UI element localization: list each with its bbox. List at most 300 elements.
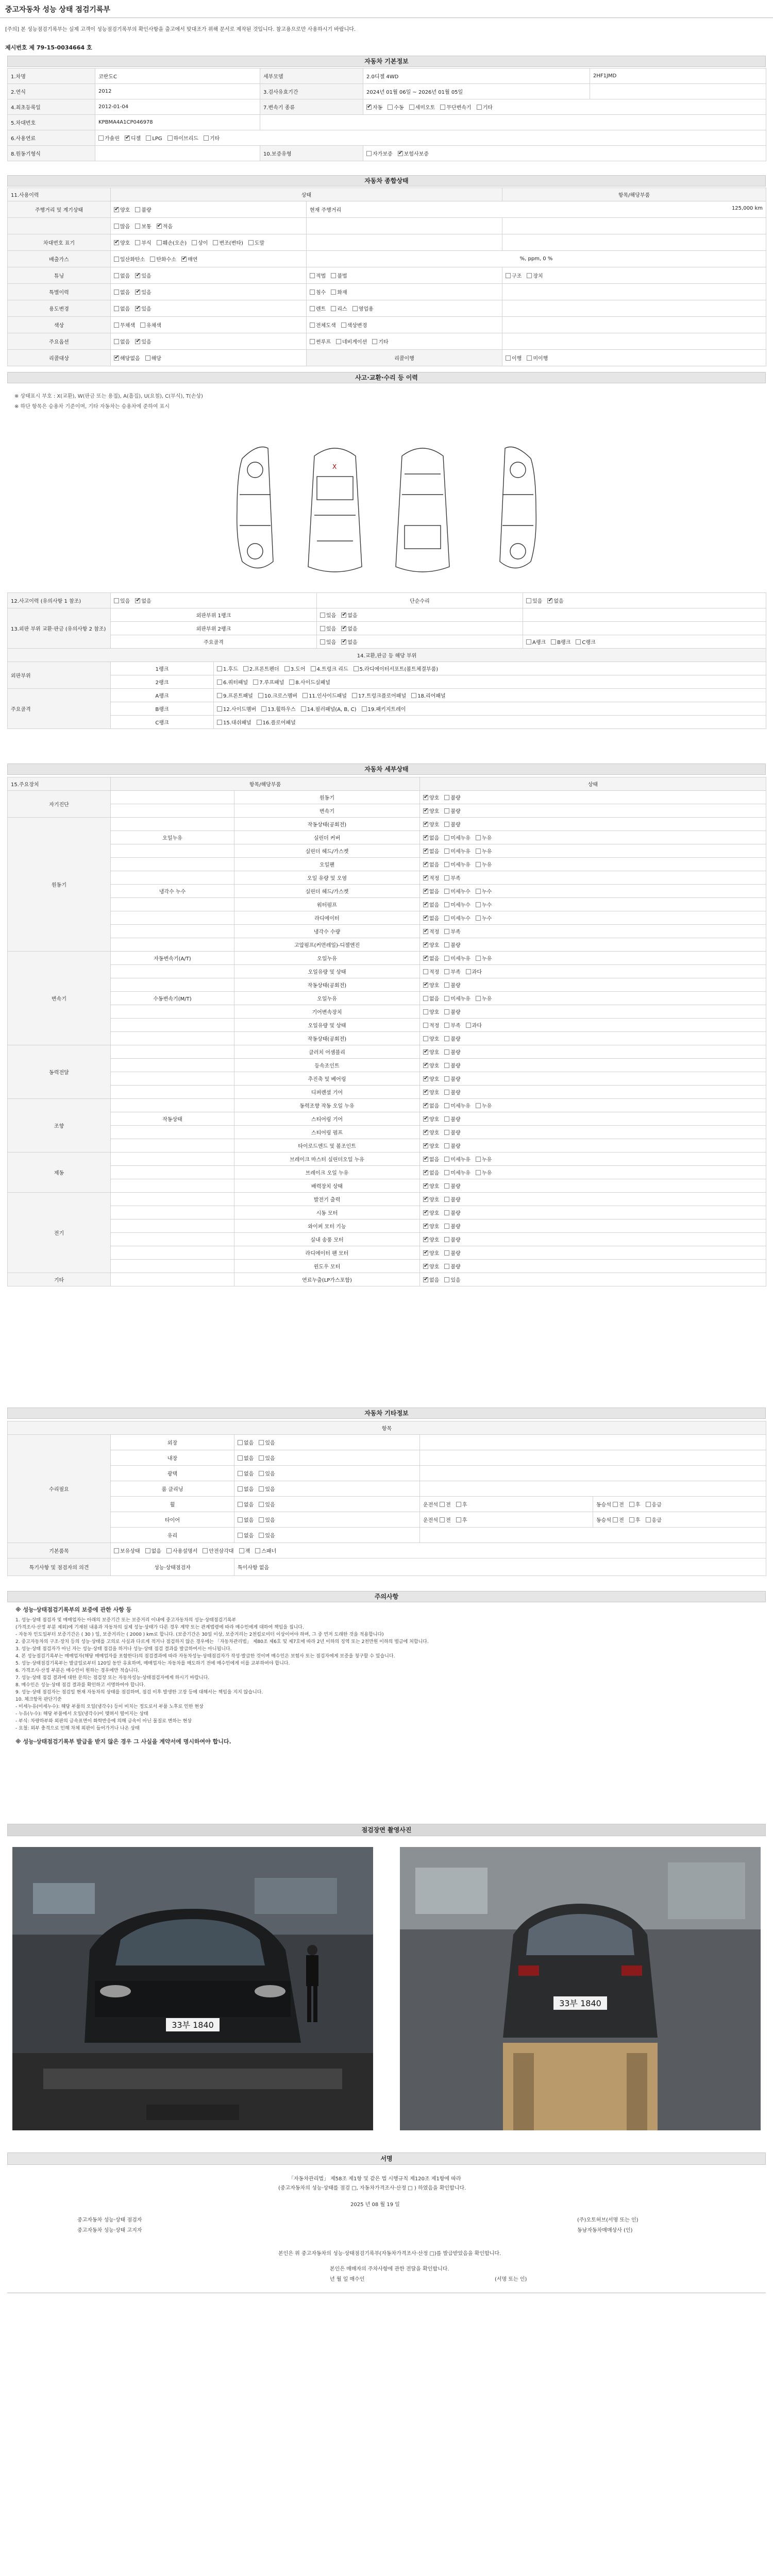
option-checkbox[interactable] — [423, 943, 439, 948]
option-label: 없음 — [429, 1171, 440, 1176]
checkbox-icon — [456, 1517, 461, 1522]
option-checkbox[interactable] — [423, 1130, 439, 1136]
option-checkbox[interactable] — [444, 970, 460, 975]
option-checkbox[interactable] — [423, 1278, 439, 1283]
checkbox-icon — [444, 1036, 449, 1041]
option-checkbox[interactable] — [444, 1211, 460, 1216]
other-item: 외장 — [111, 1435, 234, 1450]
general-options-3 — [502, 317, 766, 333]
option-checkbox[interactable] — [444, 876, 460, 882]
option-checkbox[interactable] — [114, 257, 145, 263]
option-checkbox[interactable] — [289, 680, 330, 686]
option-label: 불량 — [450, 983, 461, 989]
option-label: 영업용 — [358, 307, 374, 312]
option-checkbox[interactable] — [388, 105, 404, 111]
option-checkbox[interactable] — [167, 136, 198, 142]
option-checkbox[interactable] — [320, 613, 336, 619]
option-checkbox[interactable] — [506, 356, 522, 362]
general-options — [111, 251, 307, 267]
option-checkbox[interactable] — [411, 693, 446, 699]
general-options-2 — [307, 284, 502, 300]
option-checkbox[interactable] — [204, 136, 220, 142]
detail-status — [420, 1139, 766, 1153]
option-checkbox[interactable] — [140, 323, 161, 329]
option-checkbox[interactable] — [203, 1549, 233, 1554]
option-checkbox[interactable] — [423, 1251, 439, 1257]
emission-value: %, ppm, 0 % — [307, 251, 766, 267]
option-checkbox[interactable] — [444, 836, 470, 841]
checkbox-icon — [341, 613, 346, 618]
option-checkbox[interactable] — [423, 1010, 439, 1015]
option-checkbox[interactable] — [506, 274, 522, 279]
option-checkbox[interactable] — [613, 1502, 624, 1508]
option-checkbox[interactable] — [551, 640, 570, 646]
option-checkbox[interactable] — [341, 323, 367, 329]
option-checkbox[interactable] — [114, 290, 130, 296]
option-checkbox[interactable] — [257, 720, 296, 726]
option-checkbox[interactable] — [398, 151, 429, 157]
checkbox-icon — [444, 982, 449, 988]
option-checkbox[interactable] — [444, 1050, 460, 1056]
option-label: 불량 — [450, 1144, 461, 1149]
checkbox-icon — [238, 1517, 243, 1522]
main-frame-label: 주요골격 — [8, 689, 111, 729]
option-checkbox[interactable] — [423, 1197, 439, 1203]
option-checkbox[interactable] — [423, 795, 439, 801]
general-label — [8, 218, 111, 234]
general-options — [111, 317, 307, 333]
detail-row — [8, 1179, 766, 1193]
option-checkbox[interactable] — [114, 208, 130, 213]
option-checkbox[interactable] — [646, 1518, 662, 1523]
option-checkbox[interactable] — [444, 1157, 470, 1163]
option-checkbox[interactable] — [423, 822, 439, 828]
detail-row — [8, 1019, 766, 1032]
option-checkbox[interactable] — [444, 983, 460, 989]
option-checkbox[interactable] — [192, 241, 208, 246]
outer-rank-label: 외판부위 2랭크 — [111, 622, 317, 635]
option-checkbox[interactable] — [423, 1077, 439, 1082]
option-checkbox[interactable] — [135, 290, 151, 296]
option-checkbox[interactable] — [320, 626, 336, 632]
option-checkbox[interactable] — [423, 1157, 439, 1163]
option-checkbox[interactable] — [310, 340, 331, 345]
option-checkbox[interactable] — [527, 356, 548, 362]
option-checkbox[interactable] — [444, 996, 470, 1002]
option-label: 3.도어 — [290, 667, 306, 672]
option-checkbox[interactable] — [320, 640, 336, 646]
option-checkbox[interactable] — [444, 929, 460, 935]
option-checkbox[interactable] — [217, 667, 238, 672]
option-checkbox[interactable] — [423, 916, 439, 922]
option-label: 미이행 — [533, 356, 548, 362]
option-checkbox[interactable] — [613, 1518, 624, 1523]
option-checkbox[interactable] — [303, 693, 347, 699]
option-checkbox[interactable] — [352, 693, 406, 699]
option-checkbox[interactable] — [217, 707, 256, 713]
option-checkbox[interactable] — [145, 356, 161, 362]
option-checkbox[interactable] — [444, 1171, 470, 1176]
option-checkbox[interactable] — [301, 707, 357, 713]
option-checkbox[interactable] — [476, 903, 492, 908]
option-checkbox[interactable] — [238, 1502, 254, 1508]
checkbox-icon — [261, 706, 266, 711]
outer-rank-options — [317, 635, 523, 649]
option-checkbox[interactable] — [476, 849, 492, 855]
detail-status — [420, 1193, 766, 1206]
option-checkbox[interactable] — [238, 1533, 254, 1539]
option-checkbox[interactable] — [646, 1502, 662, 1508]
option-checkbox[interactable] — [477, 105, 493, 111]
checkbox-icon — [444, 929, 449, 934]
option-checkbox[interactable] — [261, 707, 296, 713]
option-checkbox[interactable] — [444, 1023, 460, 1029]
option-checkbox[interactable] — [114, 1549, 140, 1554]
checkbox-icon — [114, 224, 119, 229]
basic-items-label: 기본품목 — [8, 1543, 111, 1558]
option-checkbox[interactable] — [238, 1487, 254, 1493]
option-checkbox[interactable] — [629, 1502, 641, 1508]
option-checkbox[interactable] — [114, 307, 130, 312]
checkbox-icon — [217, 720, 222, 725]
damage-row — [8, 593, 766, 608]
option-checkbox[interactable] — [444, 916, 470, 922]
option-checkbox[interactable] — [444, 1238, 460, 1243]
option-checkbox[interactable] — [440, 105, 471, 111]
option-checkbox[interactable] — [125, 136, 141, 142]
option-checkbox[interactable] — [466, 1023, 482, 1029]
option-checkbox[interactable] — [423, 862, 439, 868]
option-checkbox[interactable] — [150, 257, 176, 263]
option-checkbox[interactable] — [423, 1063, 439, 1069]
option-checkbox[interactable] — [423, 1037, 439, 1042]
option-checkbox[interactable] — [157, 224, 173, 230]
detail-item: 윈도우 모터 — [234, 1260, 420, 1273]
option-checkbox[interactable] — [114, 356, 140, 362]
option-checkbox[interactable] — [310, 307, 326, 312]
option-checkbox[interactable] — [341, 613, 357, 619]
option-label: 이행 — [512, 356, 522, 362]
option-label: 없음 — [347, 626, 358, 632]
option-checkbox[interactable] — [114, 340, 130, 345]
option-label: 리스 — [337, 307, 347, 312]
option-checkbox[interactable] — [98, 136, 120, 142]
option-checkbox[interactable] — [310, 290, 326, 296]
option-checkbox[interactable] — [444, 849, 470, 855]
option-checkbox[interactable] — [259, 1533, 275, 1539]
other-empty — [420, 1528, 766, 1543]
option-checkbox[interactable] — [444, 1104, 470, 1109]
opinion-row — [8, 1558, 766, 1576]
basic-label: 6.사용연료 — [8, 130, 95, 146]
option-label: 양호 — [429, 943, 440, 948]
option-checkbox[interactable] — [444, 795, 460, 801]
option-checkbox[interactable] — [423, 1104, 439, 1109]
option-checkbox[interactable] — [243, 667, 279, 672]
checkbox-icon — [238, 1502, 243, 1507]
option-checkbox[interactable] — [629, 1518, 641, 1523]
option-checkbox[interactable] — [423, 836, 439, 841]
option-checkbox[interactable] — [423, 1090, 439, 1096]
option-checkbox[interactable] — [423, 929, 439, 935]
option-checkbox[interactable] — [310, 323, 336, 329]
option-checkbox[interactable] — [444, 889, 470, 895]
option-checkbox[interactable] — [444, 862, 470, 868]
option-checkbox[interactable] — [423, 956, 439, 962]
option-label: 매연 — [187, 257, 198, 263]
general-label: 용도변경 — [8, 300, 111, 317]
notes-line: 3. 성능·상태 점검자가 아닌 자는 성능·상태 점검을 하거나 성능·상태 점검 결과를 발급하여서는 아니됩니다. — [15, 1647, 232, 1652]
option-checkbox[interactable] — [476, 862, 492, 868]
option-checkbox[interactable] — [181, 257, 197, 263]
checkbox-icon — [145, 1548, 150, 1553]
option-checkbox[interactable] — [444, 1224, 460, 1230]
checkbox-icon — [444, 1049, 449, 1055]
detail-row — [8, 1260, 766, 1273]
option-checkbox[interactable] — [135, 241, 151, 246]
option-checkbox[interactable] — [336, 340, 367, 345]
option-checkbox[interactable] — [547, 599, 563, 604]
option-checkbox[interactable] — [354, 667, 439, 672]
option-checkbox[interactable] — [444, 809, 460, 815]
option-checkbox[interactable] — [135, 274, 151, 279]
option-checkbox[interactable] — [423, 996, 439, 1002]
checkbox-icon — [423, 996, 428, 1001]
option-checkbox[interactable] — [157, 241, 187, 246]
option-label: 1.후드 — [223, 667, 238, 672]
option-checkbox[interactable] — [476, 956, 492, 962]
option-checkbox[interactable] — [444, 1264, 460, 1270]
option-checkbox[interactable] — [166, 1549, 197, 1554]
option-checkbox[interactable] — [423, 1171, 439, 1176]
option-checkbox[interactable] — [311, 667, 348, 672]
option-label: 없음 — [244, 1471, 254, 1477]
option-checkbox[interactable] — [366, 151, 393, 157]
outer-label: 13.외판 부위 교환·판금 (유의사항 2 참조) — [8, 608, 111, 649]
option-label: 침수 — [316, 290, 326, 296]
option-checkbox[interactable] — [440, 1502, 451, 1508]
option-checkbox[interactable] — [114, 323, 135, 329]
option-checkbox[interactable] — [476, 916, 492, 922]
option-checkbox[interactable] — [527, 274, 543, 279]
detail-status — [420, 1153, 766, 1166]
option-checkbox[interactable] — [423, 970, 439, 975]
option-label: 불량 — [450, 1197, 461, 1203]
option-checkbox[interactable] — [444, 1278, 460, 1283]
option-checkbox[interactable] — [526, 640, 546, 646]
option-label: 양호 — [429, 1144, 440, 1149]
option-checkbox[interactable] — [423, 1050, 439, 1056]
option-label: 불량 — [450, 1077, 461, 1082]
option-checkbox[interactable] — [238, 1518, 254, 1523]
notes-line: 8. 매수인은 성능·상태 점검 결과를 확인하고 서명하여야 합니다. — [15, 1683, 145, 1688]
page-title: 중고자동차 성능 상태 점검기록부 — [5, 6, 110, 14]
option-checkbox[interactable] — [331, 274, 347, 279]
option-checkbox[interactable] — [444, 1077, 460, 1082]
option-checkbox[interactable] — [444, 903, 470, 908]
option-checkbox[interactable] — [423, 889, 439, 895]
option-checkbox[interactable] — [423, 1211, 439, 1216]
checkbox-icon — [248, 240, 254, 245]
detail-row — [8, 1246, 766, 1260]
option-checkbox[interactable] — [217, 680, 248, 686]
option-checkbox[interactable] — [423, 1238, 439, 1243]
checkbox-icon — [456, 1502, 461, 1507]
option-checkbox[interactable] — [238, 1471, 254, 1477]
option-checkbox[interactable] — [444, 956, 470, 962]
option-label: 미세누유 — [450, 1104, 470, 1109]
option-checkbox[interactable] — [114, 599, 130, 604]
option-checkbox[interactable] — [213, 241, 243, 246]
detail-status — [420, 898, 766, 911]
option-label: 누유 — [481, 1157, 492, 1163]
option-checkbox[interactable] — [444, 1063, 460, 1069]
option-checkbox[interactable] — [444, 1130, 460, 1136]
option-label: 미세누유 — [450, 849, 470, 855]
option-checkbox[interactable] — [255, 1549, 276, 1554]
option-checkbox[interactable] — [423, 983, 439, 989]
checkbox-icon — [146, 135, 151, 141]
option-checkbox[interactable] — [145, 1549, 161, 1554]
option-label: 없음 — [244, 1518, 254, 1523]
option-checkbox[interactable] — [423, 809, 439, 815]
option-checkbox[interactable] — [444, 1037, 460, 1042]
option-checkbox[interactable] — [423, 1224, 439, 1230]
detail-status — [420, 965, 766, 978]
option-checkbox[interactable] — [253, 680, 284, 686]
option-label: 훼손(오손) — [162, 241, 187, 246]
option-checkbox[interactable] — [456, 1502, 467, 1508]
option-checkbox[interactable] — [423, 1144, 439, 1149]
checkbox-icon — [310, 306, 315, 311]
option-checkbox[interactable] — [440, 1518, 451, 1523]
option-checkbox[interactable] — [366, 105, 382, 111]
option-checkbox[interactable] — [114, 224, 130, 230]
option-checkbox[interactable] — [259, 1456, 275, 1462]
option-checkbox[interactable] — [135, 340, 151, 345]
option-checkbox[interactable] — [135, 599, 151, 604]
option-checkbox[interactable] — [258, 693, 297, 699]
option-checkbox[interactable] — [331, 307, 347, 312]
option-checkbox[interactable] — [476, 836, 492, 841]
option-checkbox[interactable] — [476, 996, 492, 1002]
option-checkbox[interactable] — [423, 903, 439, 908]
option-checkbox[interactable] — [423, 876, 439, 882]
option-checkbox[interactable] — [341, 626, 357, 632]
option-checkbox[interactable] — [259, 1487, 275, 1493]
option-checkbox[interactable] — [362, 707, 406, 713]
option-checkbox[interactable] — [526, 599, 542, 604]
option-checkbox[interactable] — [576, 640, 595, 646]
parts-rank: A랭크 — [111, 689, 214, 702]
option-checkbox[interactable] — [135, 224, 151, 230]
option-checkbox[interactable] — [476, 1157, 492, 1163]
option-checkbox[interactable] — [444, 822, 460, 828]
option-checkbox[interactable] — [444, 1251, 460, 1257]
option-checkbox[interactable] — [476, 1104, 492, 1109]
option-label: 부족 — [450, 970, 461, 975]
option-checkbox[interactable] — [423, 1117, 439, 1123]
option-checkbox[interactable] — [352, 307, 374, 312]
option-checkbox[interactable] — [444, 1184, 460, 1190]
option-label: 있음 — [265, 1440, 275, 1446]
sign-statement-2: (중고자동차의 성능·상태를 점검 □, 자동차가격조사·산정 □ ) 하였음을 확인합니다. — [278, 2185, 466, 2191]
option-checkbox[interactable] — [114, 274, 130, 279]
general-options — [111, 300, 307, 317]
option-checkbox[interactable] — [444, 1197, 460, 1203]
option-checkbox[interactable] — [135, 307, 151, 312]
option-checkbox[interactable] — [341, 640, 357, 646]
option-checkbox[interactable] — [217, 720, 251, 726]
option-checkbox[interactable] — [114, 241, 130, 246]
option-checkbox[interactable] — [239, 1549, 250, 1554]
detail-item: 발전기 출력 — [234, 1193, 420, 1206]
option-checkbox[interactable] — [456, 1518, 467, 1523]
sign-date: 2025 년 08 월 19 일 — [350, 2202, 400, 2208]
notice-text: [주의] 본 성능점검기록부는 실제 고객이 성능점검기록부의 확인사항을 출고에서 맞대조가 위해 문서로 제작된 것입니다. 참고용으로만 사용하시기 바랍니다. — [5, 27, 356, 32]
option-checkbox[interactable] — [284, 667, 306, 672]
column-header: 11.사용이력 — [8, 188, 111, 201]
option-label: 색상변경 — [347, 323, 367, 329]
option-label: 불량 — [450, 1037, 461, 1042]
option-checkbox[interactable] — [310, 274, 326, 279]
option-checkbox[interactable] — [259, 1518, 275, 1523]
option-checkbox[interactable] — [259, 1471, 275, 1477]
option-label: 무단변속기 — [446, 105, 472, 111]
option-checkbox[interactable] — [217, 693, 253, 699]
option-checkbox[interactable] — [238, 1440, 254, 1446]
option-checkbox[interactable] — [444, 1117, 460, 1123]
option-label: 구조 — [512, 274, 522, 279]
option-checkbox[interactable] — [146, 136, 162, 142]
option-checkbox[interactable] — [423, 849, 439, 855]
notes-line: 10. 체크항목 판단기준 — [15, 1697, 62, 1702]
option-checkbox[interactable] — [259, 1502, 275, 1508]
option-checkbox[interactable] — [372, 340, 388, 345]
option-label: C랭크 — [582, 640, 596, 646]
option-checkbox[interactable] — [444, 1010, 460, 1015]
option-checkbox[interactable] — [466, 970, 482, 975]
detail-item: 워터펌프 — [234, 898, 420, 911]
option-checkbox[interactable] — [238, 1456, 254, 1462]
option-checkbox[interactable] — [444, 1144, 460, 1149]
checkbox-icon — [444, 1157, 449, 1162]
option-checkbox[interactable] — [476, 1171, 492, 1176]
option-checkbox[interactable] — [423, 1184, 439, 1190]
option-checkbox[interactable] — [259, 1440, 275, 1446]
option-checkbox[interactable] — [444, 943, 460, 948]
option-label: 부족 — [450, 1023, 461, 1029]
checkbox-icon — [166, 1548, 172, 1553]
detail-subgroup — [111, 925, 234, 938]
driver-side — [420, 1497, 593, 1512]
doc-number — [5, 43, 92, 52]
option-checkbox[interactable] — [409, 105, 435, 111]
checkbox-icon — [444, 942, 449, 947]
checkbox-icon — [526, 639, 531, 645]
option-checkbox[interactable] — [444, 1090, 460, 1096]
option-checkbox[interactable] — [423, 1264, 439, 1270]
option-checkbox[interactable] — [331, 290, 347, 296]
option-checkbox[interactable] — [248, 241, 264, 246]
option-checkbox[interactable] — [423, 1023, 439, 1029]
checkbox-icon — [320, 626, 325, 631]
option-label: 양호 — [429, 1037, 440, 1042]
option-label: 불량 — [141, 208, 152, 213]
option-checkbox[interactable] — [135, 208, 151, 213]
option-checkbox[interactable] — [476, 889, 492, 895]
general-label: 리콜대상 — [8, 350, 111, 366]
